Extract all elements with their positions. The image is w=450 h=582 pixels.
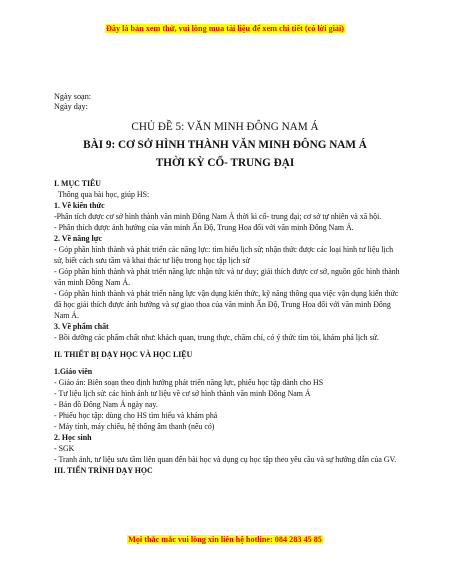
date-prepared-label: Ngày soạn: [54, 92, 92, 101]
topic-title: CHỦ ĐỀ 5: VĂN MINH ĐÔNG NAM Á [131, 121, 319, 133]
subsection-heading: 3. Về phẩm chất [54, 322, 109, 331]
body-paragraph: - Góp phần hình thành và phát triển năng lực nhận tức và tư duy; giải thích được cơ sở, nguồn gốc hình thành văn minh Đông Nam Á. [54, 267, 400, 287]
body-paragraph: - Phân thích được ảnh hưởng của văn minh Ấn Độ, Trung Hoa đối với văn minh Đông Nam Á. [54, 223, 354, 232]
body-paragraph: - Phiếu học tập: dùng cho HS tìm hiểu và khám phá [54, 411, 218, 420]
body-paragraph: - SGK [54, 444, 75, 453]
body-paragraph: - Tư liệu lịch sử: các hình ảnh tư liệu về cơ sở hình thành văn minh Đông Nam Á [54, 389, 311, 398]
hotline-banner [0, 535, 450, 544]
date-taught-label: Ngày dạy: [54, 102, 88, 111]
body-paragraph: - Góp phần hình thành và phát triển năng lực vận dụng kiến thức, kỹ năng thông qua việc vận dụng kiến thức đã học giải thích được ảnh hưởng và sự giao thoa của văn minh Ấn Độ, Trung Hoa đối với văn minh Đông Nam Á. [54, 289, 399, 320]
subsection-heading: 1.Giáo viên [54, 367, 93, 376]
preview-notice-banner [0, 24, 450, 33]
body-paragraph: - Bản đồ Đông Nam Á ngày nay. [54, 400, 158, 409]
body-paragraph: - Giáo án: Biên soạn theo định hướng phát triển năng lực, phiếu học tập dành cho HS [54, 378, 324, 387]
section-heading: II. THIẾT BỊ DẠY HỌC VÀ HỌC LIỆU [54, 350, 193, 359]
section-heading: III. TIẾN TRÌNH DẠY HỌC [54, 466, 153, 475]
body-paragraph: - Bồi dưỡng các phẩm chất như: khách quan, trung thực, chăm chỉ, có ý thức tìm tòi, khám phá lịch sử. [54, 333, 379, 342]
preview-notice-text: Đây là bản xem thử, vui lòng mua tài liệu để xem chi tiết (có lời giải) [105, 24, 344, 33]
body-paragraph: -Phân tích được cơ sở hình thành văn minh Đông Nam Á thời kì cổ- trung đại; cơ sở tự nhiên và xã hội. [54, 212, 382, 221]
lesson-title: BÀI 9: CƠ SỞ HÌNH THÀNH VĂN MINH ĐÔNG NAM Á [83, 139, 367, 151]
body-paragraph: - Tranh ảnh, tư liệu sưu tầm liên quan đến bài học và dụng cụ học tập theo yêu cầu và sự hướng dẫn của GV. [54, 455, 397, 464]
body-paragraph: - Góp phần hình thành và phát triển các năng lực: tìm hiểu lịch sử; nhận thức được các loại hình tư liệu lịch sử, biết cách sưu tầm và khai thác tư liệu trong học tập lịch sử [54, 245, 394, 265]
subsection-heading: 1. Về kiến thức [54, 201, 105, 210]
body-paragraph: Thông qua bài học, giúp HS: [58, 190, 150, 199]
section-heading: I. MỤC TIÊU [54, 179, 101, 188]
period-title: THỜI KỲ CỔ- TRUNG ĐẠI [155, 157, 295, 169]
hotline-text: Mọi thắc mắc vui lòng xin liên hệ hotline: 084 283 45 85 [128, 535, 322, 544]
body-paragraph: - Máy tính, máy chiếu, hệ thống âm thanh (nếu có) [54, 422, 215, 431]
subsection-heading: 2. Về năng lực [54, 234, 102, 243]
subsection-heading: 2. Học sinh [54, 433, 92, 442]
lesson-body [54, 178, 400, 476]
